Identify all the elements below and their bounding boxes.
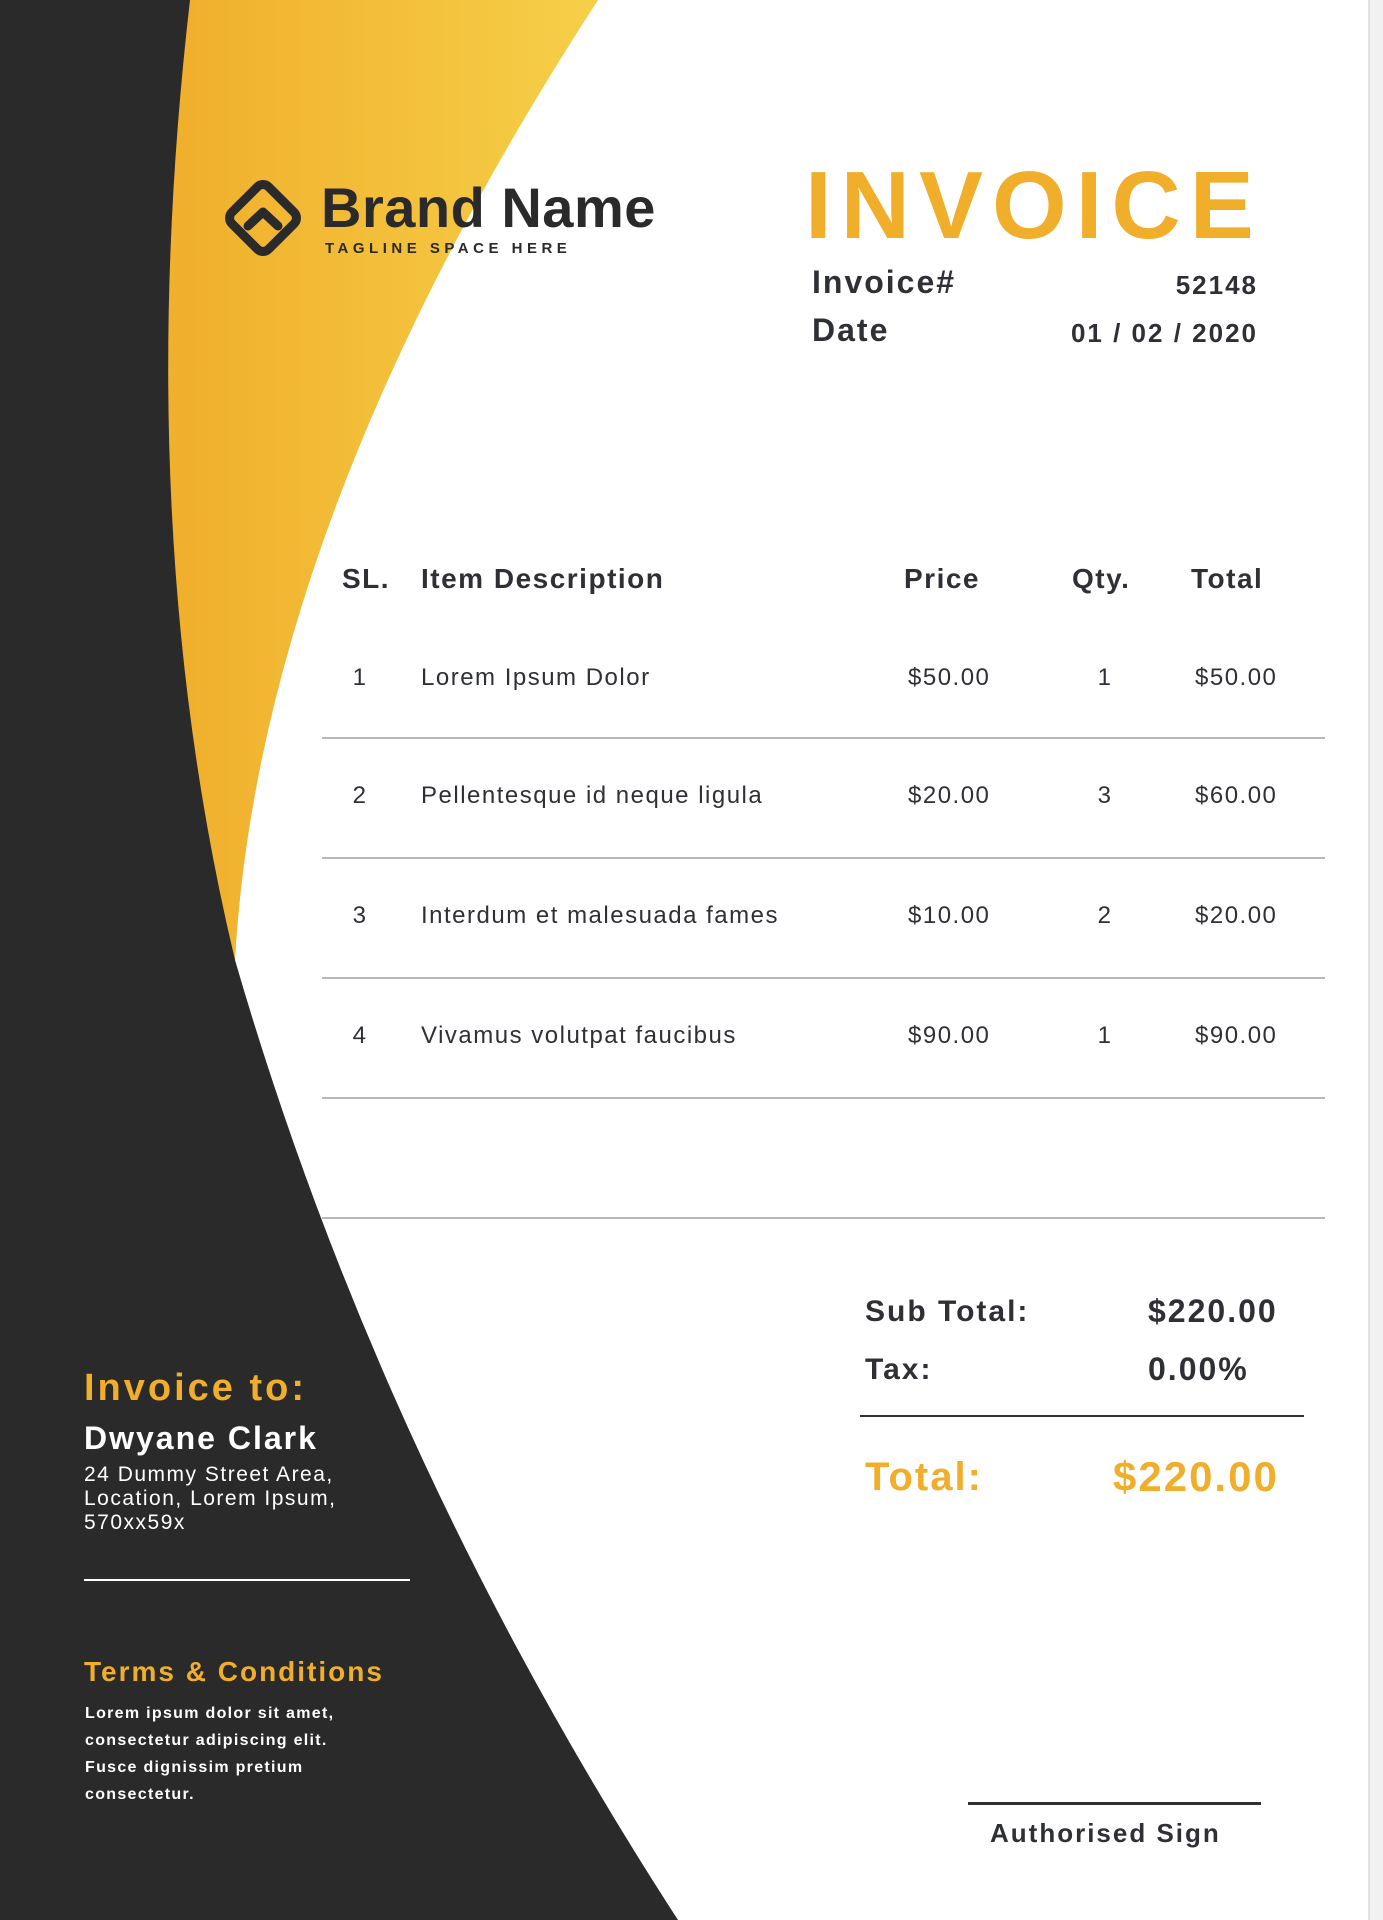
- row-total: $60.00: [1195, 782, 1278, 809]
- tax-label: Tax:: [865, 1353, 933, 1386]
- row-total: $90.00: [1195, 1022, 1278, 1049]
- row-qty: 1: [1097, 1022, 1113, 1049]
- client-divider: [84, 1579, 410, 1581]
- row-sl: 1: [352, 664, 368, 691]
- row-description: Pellentesque id neque ligula: [421, 782, 764, 809]
- column-header-price: Price: [904, 563, 980, 594]
- terms-line: Lorem ipsum dolor sit amet,: [85, 1705, 335, 1722]
- table-row: [0, 1022, 1383, 1142]
- address-line: Location, Lorem Ipsum,: [84, 1487, 337, 1510]
- row-divider: [322, 977, 1325, 979]
- table-row: [0, 902, 1383, 1022]
- client-name: Dwyane Clark: [84, 1420, 318, 1456]
- row-description: Lorem Ipsum Dolor: [421, 664, 651, 691]
- row-qty: 3: [1097, 782, 1113, 809]
- table-row: [0, 664, 1383, 784]
- date-value: 01 / 02 / 2020: [1070, 318, 1258, 348]
- row-price: $90.00: [908, 1022, 991, 1049]
- row-divider: [322, 857, 1325, 859]
- row-price: $10.00: [908, 902, 991, 929]
- row-description: Vivamus volutpat faucibus: [421, 1022, 737, 1049]
- total-value: $220.00: [1113, 1453, 1279, 1500]
- brand-name: Brand Name: [321, 175, 656, 239]
- row-price: $20.00: [908, 782, 991, 809]
- client-address: [84, 1463, 424, 1535]
- table-row: [0, 782, 1383, 902]
- subtotal-value: $220.00: [1148, 1293, 1278, 1329]
- row-price: $50.00: [908, 664, 991, 691]
- row-sl: 3: [352, 902, 368, 929]
- terms-title: Terms & Conditions: [84, 1656, 384, 1687]
- total-label: Total:: [865, 1455, 983, 1499]
- address-line: 570xx59x: [84, 1511, 186, 1534]
- column-header-description: Item Description: [421, 563, 665, 594]
- column-header-sl: SL.: [342, 563, 391, 594]
- row-sl: 2: [352, 782, 368, 809]
- column-header-qty: Qty.: [1072, 563, 1131, 594]
- column-header-total: Total: [1191, 563, 1264, 594]
- summary-divider: [860, 1415, 1304, 1417]
- tax-value: 0.00%: [1148, 1351, 1249, 1387]
- terms-line: consectetur adipiscing elit.: [85, 1732, 328, 1749]
- brand-text: [321, 175, 656, 257]
- terms-line: Fusce dignissim pretium: [85, 1759, 304, 1776]
- row-divider: [322, 1097, 1325, 1099]
- row-qty: 1: [1097, 664, 1113, 691]
- invoice-title: INVOICE: [805, 152, 1263, 259]
- row-total: $20.00: [1195, 902, 1278, 929]
- brand-block: [215, 170, 656, 266]
- signature-line: [968, 1802, 1261, 1805]
- brand-tagline: TAGLINE SPACE HERE: [325, 239, 572, 257]
- date-label: Date: [812, 312, 890, 348]
- row-description: Interdum et malesuada fames: [421, 902, 779, 929]
- row-divider: [322, 737, 1325, 739]
- terms-line: consectetur.: [85, 1786, 195, 1803]
- row-total: $50.00: [1195, 664, 1278, 691]
- terms-body: [85, 1700, 415, 1808]
- address-line: 24 Dummy Street Area,: [84, 1463, 334, 1486]
- signature-label: Authorised Sign: [990, 1818, 1221, 1848]
- row-qty: 2: [1097, 902, 1113, 929]
- row-sl: 4: [352, 1022, 368, 1049]
- table-bottom-rule: [322, 1217, 1325, 1219]
- invoice-number-value: 52148: [1175, 270, 1258, 300]
- invoice-to-title: Invoice to:: [84, 1367, 308, 1409]
- diamond-chevron-icon: [215, 170, 311, 266]
- invoice-number-label: Invoice#: [812, 264, 957, 300]
- subtotal-label: Sub Total:: [865, 1295, 1030, 1328]
